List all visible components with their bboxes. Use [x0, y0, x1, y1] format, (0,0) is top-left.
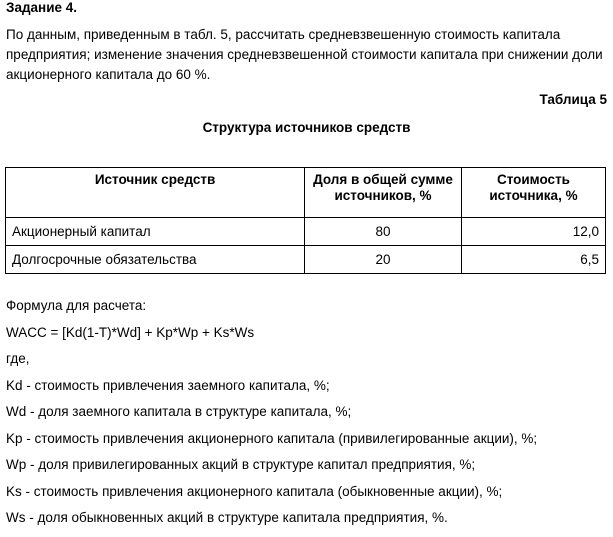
- table-number: Таблица 5: [539, 92, 607, 107]
- task-heading: Задание 4.: [6, 0, 78, 15]
- cell-source: Долгосрочные обязательства: [6, 246, 305, 274]
- table-title: Структура источников средств: [202, 120, 411, 135]
- definition-ws: Ws - доля обыкновенных акций в структуре капитала предприятия, %.: [6, 510, 448, 525]
- formula-expression: WACC = [Kd(1-T)*Wd] + Kp*Wp + Ks*Ws: [6, 324, 255, 340]
- definition-ks: Ks - стоимость привлечения акционерного капитала (обыкновенные акции), %;: [6, 483, 503, 499]
- sources-table: [5, 167, 606, 274]
- cell-cost: 12,0: [461, 218, 605, 246]
- definition-kp: Kp - стоимость привлечения акционерного капитала (привилегированные акции), %;: [6, 430, 538, 446]
- table-header-row: [6, 168, 606, 218]
- formula-block: [6, 298, 606, 537]
- header-cost: Стоимость источника, %: [461, 168, 605, 218]
- cell-share: 80: [305, 218, 462, 246]
- table-row: [6, 246, 606, 274]
- table-row: [6, 218, 606, 246]
- cell-cost: 6,5: [461, 246, 605, 274]
- task-text: По данным, приведенным в табл. 5, рассчитать средневзвешенную стоимость капитала предприятия; изменение значения средневзвешенной стоимости капитала при снижении доли акционерного капитала до 60 %.: [6, 27, 603, 82]
- header-share: Доля в общей сумме источников, %: [305, 168, 462, 218]
- cell-source: Акционерный капитал: [6, 218, 305, 246]
- definition-wp: Wp - доля привилегированных акций в структуре капитал предприятия, %;: [6, 457, 476, 472]
- cell-share: 20: [305, 246, 462, 274]
- header-source: Источник средств: [6, 168, 305, 218]
- formula-where: где,: [6, 351, 30, 366]
- formula-intro: Формула для расчета:: [6, 298, 147, 313]
- definition-wd: Wd - доля заемного капитала в структуре капитала, %;: [6, 404, 352, 419]
- definition-kd: Kd - стоимость привлечения заемного капитала, %;: [6, 377, 330, 393]
